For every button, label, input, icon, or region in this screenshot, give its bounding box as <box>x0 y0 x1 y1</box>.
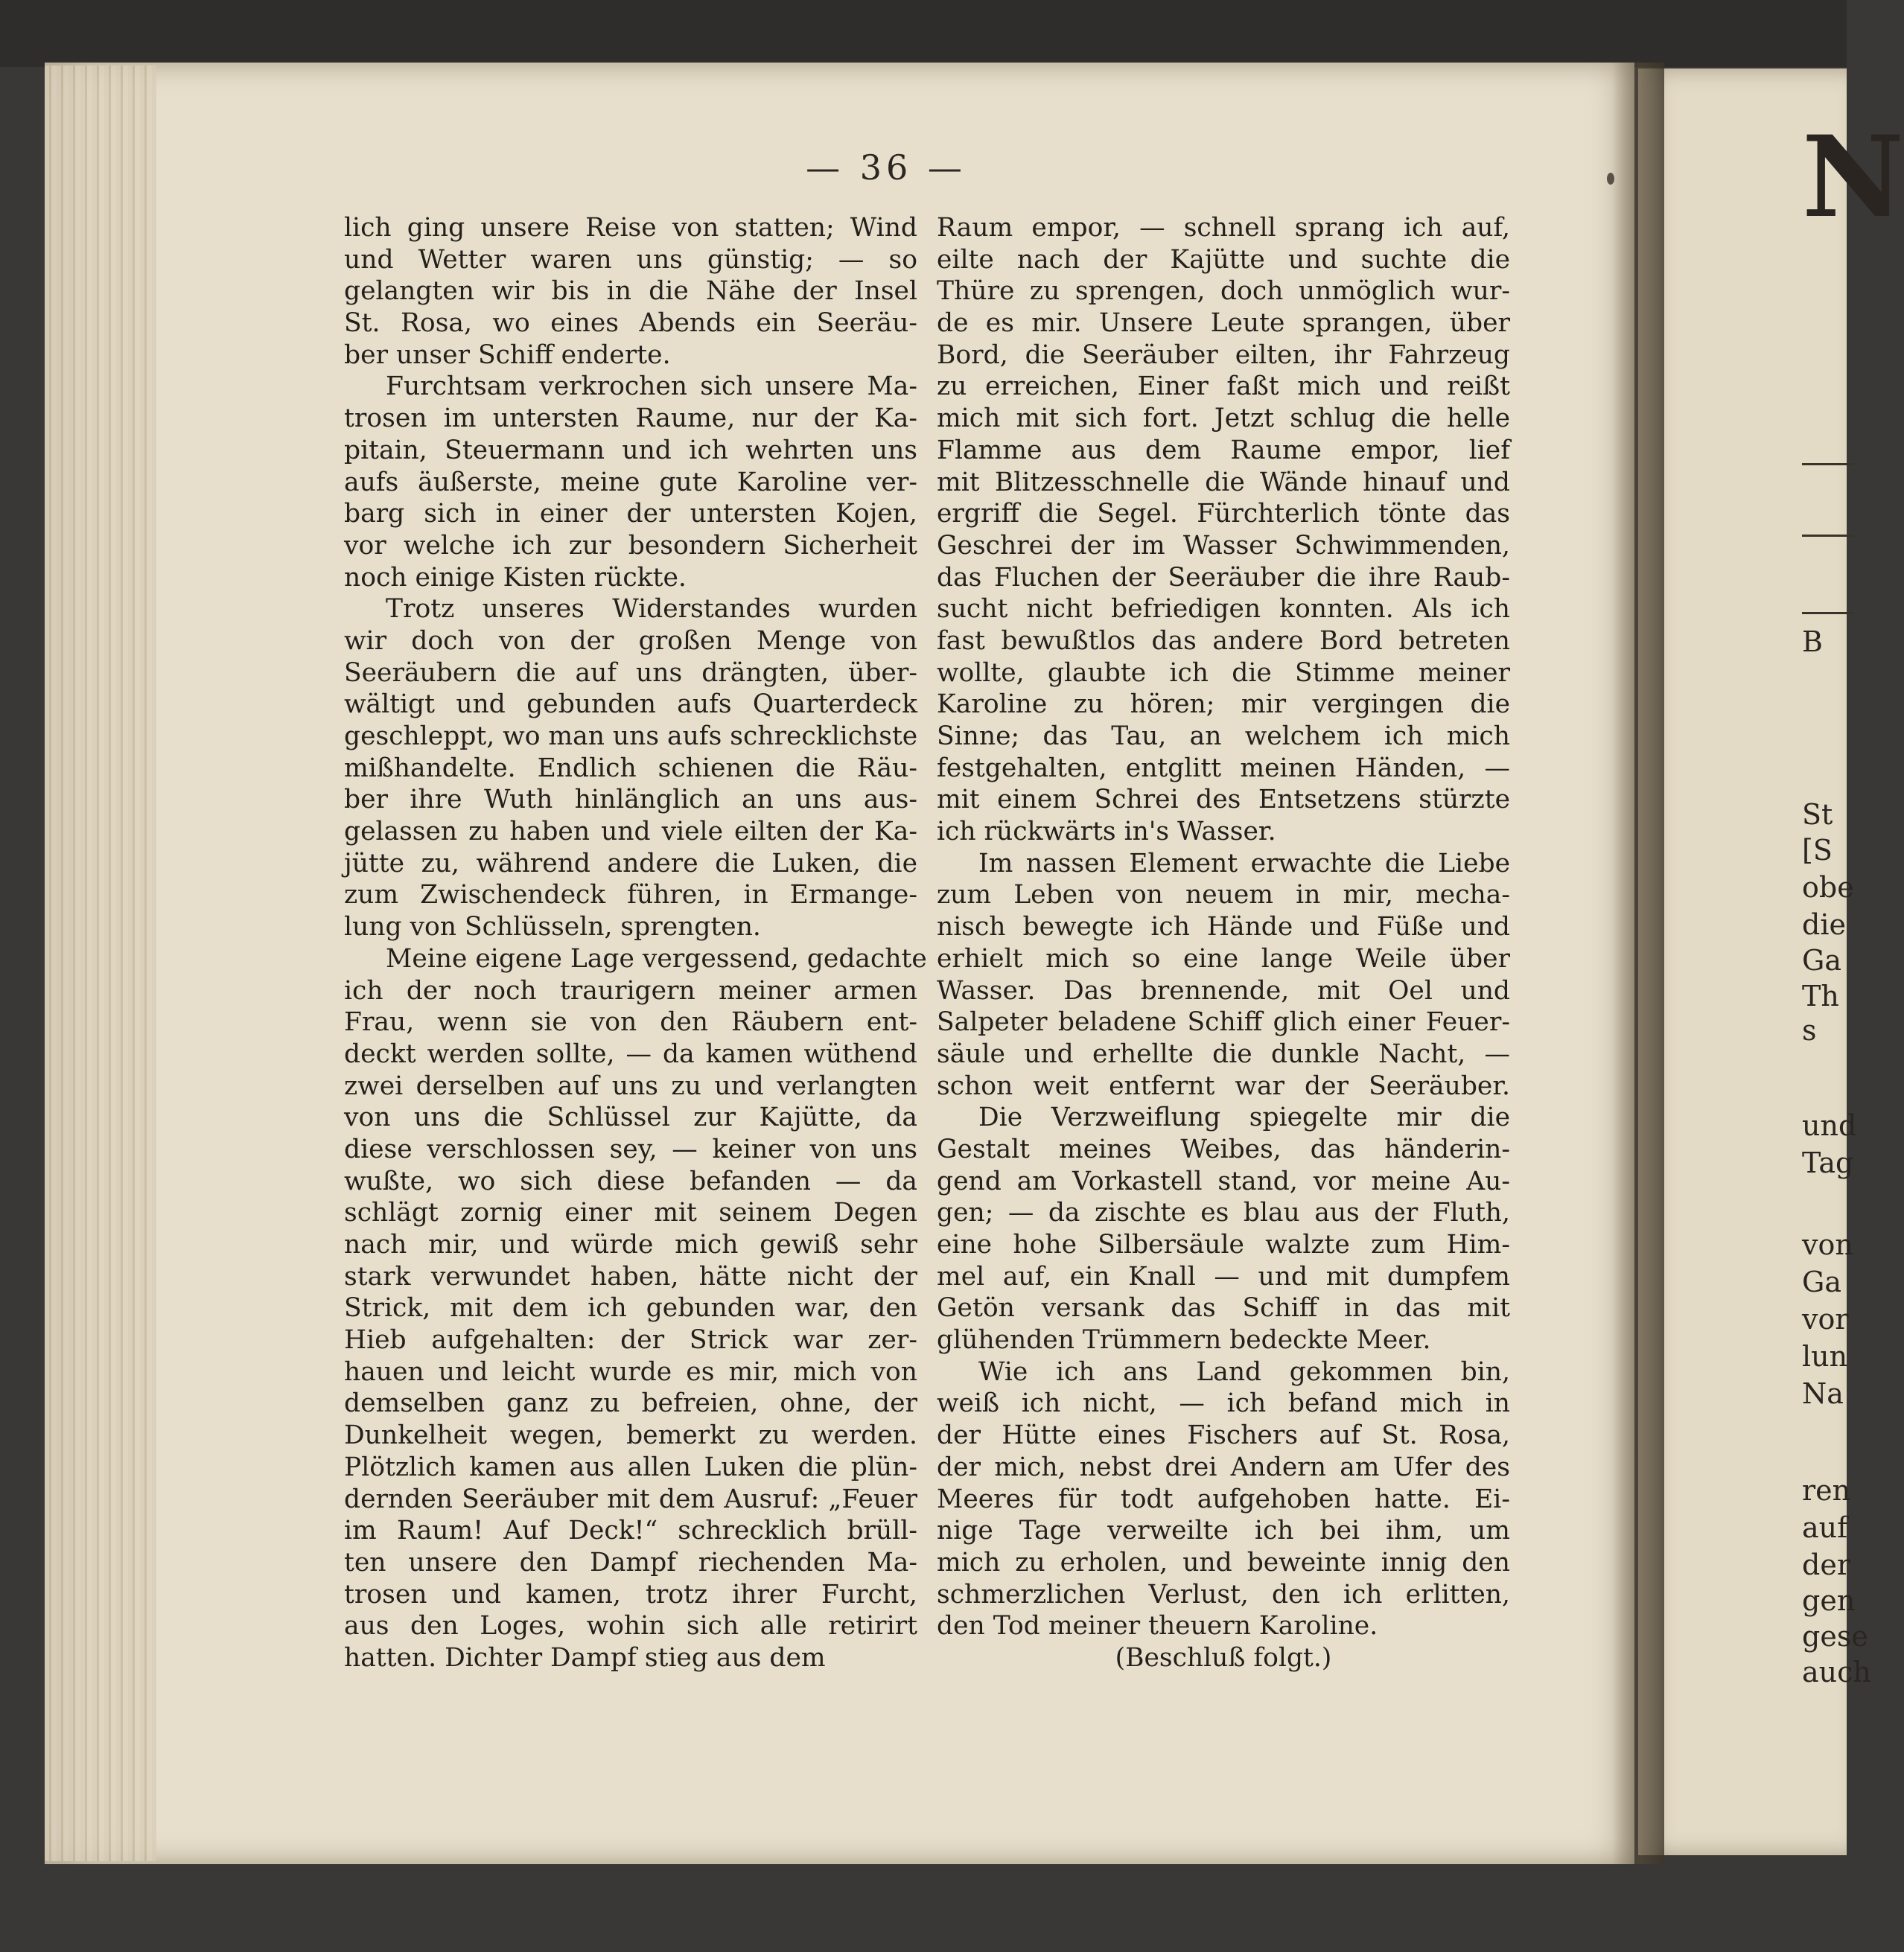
text-line: pitain, Steuermann und ich wehrten uns <box>344 435 917 465</box>
next-page-fragment: B <box>1802 625 1823 658</box>
text-line: den Tod meiner theuern Karoline. <box>937 1611 1378 1642</box>
text-line: Flamme aus dem Raume empor, lief <box>937 435 1510 465</box>
next-page-fragment: die <box>1802 908 1846 941</box>
next-page-fragment: St <box>1802 798 1833 831</box>
text-line: hatten. Dichter Dampf stieg aus dem <box>344 1642 826 1673</box>
text-line: das Fluchen der Seeräuber die ihre Raub- <box>937 562 1510 593</box>
text-line: gen; — da zischte es blau aus der Fluth, <box>937 1198 1510 1228</box>
text-line: St. Rosa, wo eines Abends ein Seeräu- <box>344 308 917 339</box>
text-line: Sinne; das Tau, an welchem ich mich <box>937 721 1510 751</box>
text-line: der mich, nebst drei Andern am Ufer des <box>937 1452 1510 1482</box>
next-page-rule <box>1802 463 1854 465</box>
text-line: dernden Seeräuber mit dem Ausruf: „Feuer <box>344 1484 917 1514</box>
text-line: von uns die Schlüssel zur Kajütte, da <box>344 1103 917 1133</box>
text-line: mißhandelte. Endlich schienen die Räu- <box>344 753 917 783</box>
text-line: Thüre zu sprengen, doch unmöglich wur- <box>937 276 1510 307</box>
text-line: wollte, glaubte ich die Stimme meiner <box>937 657 1510 688</box>
text-line: diese verschlossen sey, — keiner von uns <box>344 1134 917 1164</box>
next-page-fragment: vor <box>1802 1303 1849 1336</box>
page-number: — 36 — <box>806 147 967 188</box>
text-line: sucht nicht befriedigen konnten. Als ich <box>937 594 1510 625</box>
text-line: Seeräubern die auf uns drängten, über- <box>344 657 917 688</box>
left-text-column <box>344 212 927 1674</box>
text-line: Meeres für todt aufgehoben hatte. Ei- <box>937 1484 1510 1514</box>
text-line: Raum empor, — schnell sprang ich auf, <box>937 213 1510 243</box>
text-line: de es mir. Unsere Leute sprangen, über <box>937 308 1510 339</box>
text-line: Wie ich ans Land gekommen bin, <box>978 1356 1510 1387</box>
next-page-fragment: gen <box>1802 1584 1856 1617</box>
text-line: trosen im untersten Raume, nur der Ka- <box>344 404 917 434</box>
text-line: schon weit entfernt war der Seeräuber. <box>937 1071 1510 1101</box>
text-line: wir doch von der großen Menge von <box>344 625 917 656</box>
next-page-fragment: von <box>1802 1228 1853 1261</box>
text-line: mit einem Schrei des Entsetzens stürzte <box>937 785 1510 815</box>
next-page-fragment: und <box>1802 1109 1857 1142</box>
text-line: mich zu erholen, und beweinte innig den <box>937 1547 1510 1578</box>
text-line: lung von Schlüsseln, sprengten. <box>344 912 761 942</box>
text-line: weiß ich nicht, — ich befand mich in <box>937 1388 1510 1419</box>
text-line: ten unsere den Dampf riechenden Ma- <box>344 1547 917 1578</box>
text-line: ich der noch traurigern meiner armen <box>344 975 917 1006</box>
text-line: zu erreichen, Einer faßt mich und reißt <box>937 371 1510 402</box>
text-line: Plötzlich kamen aus allen Luken die plün- <box>344 1452 917 1482</box>
text-line: der Hütte eines Fischers auf St. Rosa, <box>937 1420 1510 1451</box>
text-line: Die Verzweiflung spiegelte mir die <box>978 1103 1510 1133</box>
text-line: wältigt und gebunden aufs Quarterdeck <box>344 689 917 720</box>
text-line: Dunkelheit wegen, bemerkt zu werden. <box>344 1420 917 1451</box>
text-line: gend am Vorkastell stand, vor meine Au- <box>937 1166 1510 1196</box>
next-page-fragment: Ga <box>1802 944 1842 977</box>
text-line: und Wetter waren uns günstig; — so <box>344 244 917 275</box>
text-line: noch einige Kisten rückte. <box>344 562 687 593</box>
text-line: geschleppt, wo man uns aufs schrecklichste <box>344 721 918 751</box>
text-line: Furchtsam verkrochen sich unsere Ma- <box>386 371 917 402</box>
text-line: zwei derselben auf uns zu und verlangten <box>344 1071 917 1101</box>
text-line: nige Tage verweilte ich bei ihm, um <box>937 1516 1510 1546</box>
text-line: Salpeter beladene Schiff glich einer Feuer- <box>937 1007 1510 1038</box>
next-page-fragment: ren <box>1802 1474 1851 1507</box>
text-line: Meine eigene Lage vergessend, gedachte <box>386 943 927 974</box>
text-line: mich mit sich fort. Jetzt schlug die helle <box>937 404 1510 434</box>
text-line: eilte nach der Kajütte und suchte die <box>937 244 1510 275</box>
next-page-initial: N <box>1802 112 1904 243</box>
text-line: Frau, wenn sie von den Räubern ent- <box>344 1007 917 1038</box>
text-line: vor welche ich zur besondern Sicherheit <box>344 530 917 561</box>
text-line: Wasser. Das brennende, mit Oel und <box>937 975 1510 1006</box>
next-page-fragment: gese <box>1802 1620 1868 1653</box>
text-line: gelassen zu haben und viele eilten der Ka- <box>344 817 917 847</box>
text-line: ergriff die Segel. Fürchterlich tönte das <box>937 499 1510 529</box>
text-line: Geschrei der im Wasser Schwimmenden, <box>937 530 1510 561</box>
text-line: nach mir, und würde mich gewiß sehr <box>344 1230 917 1260</box>
ink-spot <box>1607 173 1614 185</box>
right-text-column <box>937 212 1510 1674</box>
text-line: Strick, mit dem ich gebunden war, den <box>344 1293 917 1324</box>
text-line: glühenden Trümmern bedeckte Meer. <box>937 1325 1431 1356</box>
text-line: nisch bewegte ich Hände und Füße und <box>937 912 1510 942</box>
text-line: Hieb aufgehalten: der Strick war zer- <box>344 1325 917 1356</box>
text-line: ich rückwärts in's Wasser. <box>937 817 1276 847</box>
text-line: trosen und kamen, trotz ihrer Furcht, <box>344 1579 917 1610</box>
next-page-fragment: der <box>1802 1548 1850 1581</box>
next-page-fragment: obe <box>1802 871 1854 904</box>
text-line: demselben ganz zu befreien, ohne, der <box>344 1388 917 1419</box>
next-page-fragment: lun <box>1802 1340 1848 1373</box>
next-page-fragment: Th <box>1802 980 1839 1012</box>
next-page-fragment: Na <box>1802 1377 1844 1410</box>
next-page-fragment: auf <box>1802 1511 1848 1544</box>
page-stack-edges <box>45 66 156 1861</box>
next-page-fragment: auch <box>1802 1656 1871 1688</box>
text-line: säule und erhellte die dunkle Nacht, — <box>937 1039 1510 1069</box>
text-line: jütte zu, während andere die Luken, die <box>344 848 917 878</box>
text-line: mel auf, ein Knall — und mit dumpfem <box>937 1261 1510 1292</box>
text-line: zum Leben von neuem in mir, mecha- <box>937 880 1510 910</box>
text-line: Im nassen Element erwachte die Liebe <box>978 848 1510 878</box>
next-page-fragment: s <box>1802 1014 1817 1047</box>
text-line: zum Zwischendeck führen, in Ermange- <box>344 880 917 910</box>
text-line: fast bewußtlos das andere Bord betreten <box>937 625 1510 656</box>
text-line: Karoline zu hören; mir vergingen die <box>937 689 1510 720</box>
text-line: Getön versank das Schiff in das mit <box>937 1293 1510 1324</box>
text-line: gelangten wir bis in die Nähe der Insel <box>344 276 917 307</box>
text-line: lich ging unsere Reise von statten; Wind <box>344 213 917 243</box>
text-line: schlägt zornig einer mit seinem Degen <box>344 1198 917 1228</box>
next-page-fragment: [S <box>1802 834 1833 867</box>
text-line: deckt werden sollte, — da kamen wüthend <box>344 1039 917 1069</box>
text-line: im Raum! Auf Deck!“ schrecklich brüll- <box>344 1516 917 1546</box>
text-line: mit Blitzesschnelle die Wände hinauf und <box>937 467 1510 497</box>
text-line: eine hohe Silbersäule walzte zum Him- <box>937 1230 1510 1260</box>
book-gutter-shadow <box>1612 63 1664 1864</box>
text-line: wußte, wo sich diese befanden — da <box>344 1166 917 1196</box>
text-line: erhielt mich so eine lange Weile über <box>937 943 1510 974</box>
next-page-rule <box>1802 612 1854 614</box>
text-line: aufs äußerste, meine gute Karoline ver- <box>344 467 917 497</box>
next-page-rule <box>1802 535 1854 537</box>
text-line: schmerzlichen Verlust, den ich erlitten, <box>937 1579 1510 1610</box>
text-line: festgehalten, entglitt meinen Händen, — <box>937 753 1510 783</box>
scan-background-top <box>0 0 1847 67</box>
next-page-fragment: Ga <box>1802 1266 1842 1298</box>
text-line: aus den Loges, wohin sich alle retirirt <box>344 1611 917 1642</box>
text-line: ber ihre Wuth hinlänglich an uns aus- <box>344 785 917 815</box>
text-line: barg sich in einer der untersten Kojen, <box>344 499 917 529</box>
text-line: Gestalt meines Weibes, das händerin- <box>937 1134 1510 1164</box>
text-line: hauen und leicht wurde es mir, mich von <box>344 1356 917 1387</box>
text-line: (Beschluß folgt.) <box>1115 1642 1332 1673</box>
next-page-fragment: Tag <box>1802 1146 1854 1179</box>
text-line: Trotz unseres Widerstandes wurden <box>386 594 917 625</box>
text-line: ber unser Schiff enderte. <box>344 339 671 370</box>
text-line: stark verwundet haben, hätte nicht der <box>344 1261 917 1292</box>
text-line: Bord, die Seeräuber eilten, ihr Fahrzeug <box>937 339 1510 370</box>
